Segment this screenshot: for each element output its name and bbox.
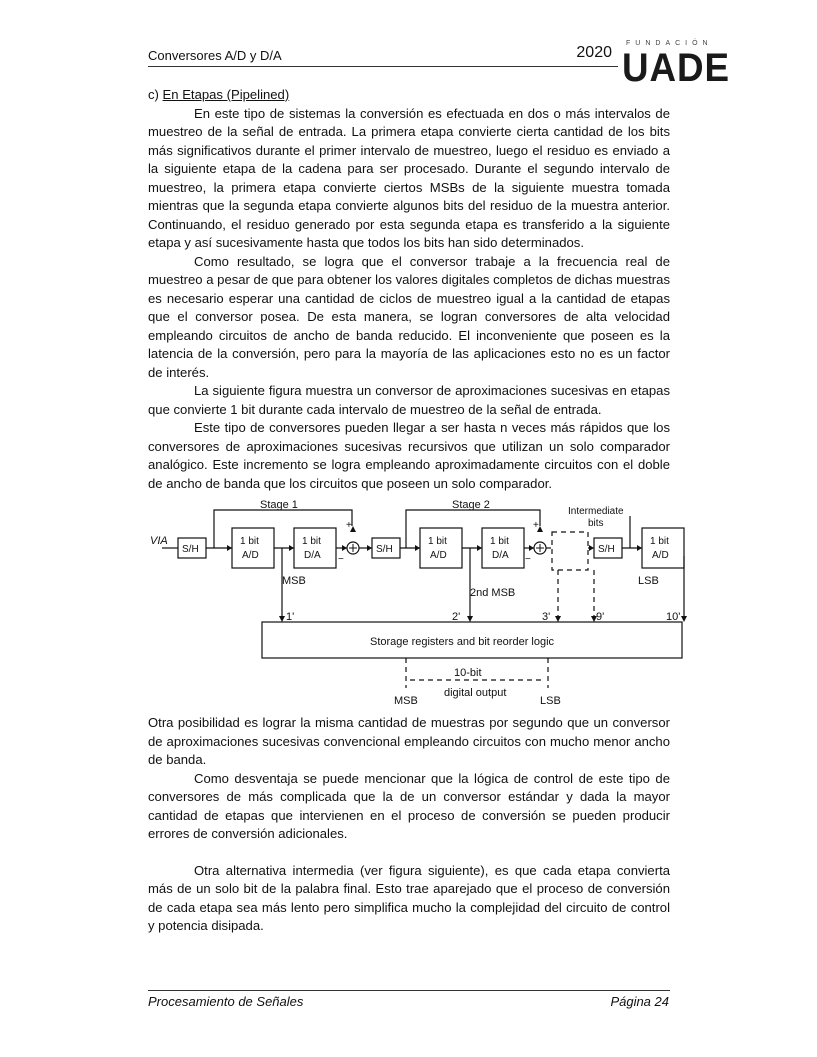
arrowhead [289, 545, 294, 551]
page-header [148, 40, 672, 66]
intermediate-box [552, 532, 588, 570]
footer-page: Página 24 [610, 994, 669, 1009]
logo-wordmark: UADE [622, 46, 730, 90]
arrowhead [555, 616, 561, 622]
arrowhead [529, 545, 534, 551]
da-block-2 [482, 528, 524, 568]
output-msb-label: MSB [394, 695, 418, 707]
ad-label-final-b: A/D [652, 550, 669, 561]
stage1-bracket [214, 510, 352, 526]
tap-1: 1' [286, 611, 295, 623]
body-bottom [148, 714, 670, 936]
paragraph: Otra posibilidad es lograr la misma cantidad de muestras por segundo que un conversor de aproximaciones sucesivas convencional empleando circuitos con mucho menor ancho de banda. [148, 715, 670, 767]
minus-sign: − [338, 554, 344, 565]
body-top [148, 86, 670, 493]
bits-label: bits [588, 518, 604, 529]
paragraph: Como resultado, se logra que el conversor trabaje a la frecuencia real de muestreo a pesar de que para obtener los valores digitales completos de dichas muestras es necesario esperar una cantidad de ciclos de muestreo igual a la cantidad de etapas que el conversor posea. De esta manera, se logran conversores de alta velocidad empleando circuitos de ancho de banda reducido. El inconveniente que poseen es la latencia de la conversión, pero para la mayoría de las aplicaciones esto no es un factor de interés. [148, 253, 670, 380]
lsb-label: LSB [638, 575, 659, 587]
msb-label: MSB [282, 575, 306, 587]
tap-2: 2' [452, 611, 461, 623]
pipelined-adc-diagram [148, 496, 688, 710]
da-label-2b: D/A [492, 550, 509, 561]
da-label-1a: 1 bit [302, 536, 321, 547]
da-block-1 [294, 528, 336, 568]
tap-3: 3' [542, 611, 551, 623]
ad-label-1b: A/D [242, 550, 259, 561]
section-prefix: c) [148, 87, 163, 102]
paragraph-gap [148, 844, 670, 862]
ad-label-final-a: 1 bit [650, 536, 669, 547]
output-label: digital output [444, 687, 507, 699]
diagram-svg [148, 496, 688, 710]
paragraph: La siguiente figura muestra un conversor de aproximaciones sucesivas en etapas que convierte 1 bit durante cada intervalo de muestreo de la señal de entrada. [148, 383, 670, 417]
minus-sign: − [525, 554, 531, 565]
section-title: En Etapas (Pipelined) [162, 87, 290, 102]
paragraph: Como desventaja se puede mencionar que la lógica de control de este tipo de conversores de más complicada que la de un conversor estándar y dada la mayor cantidad de etapas que intervienen en el proceso de conversión se pueden producir errores de conversión adicionales. [148, 770, 670, 841]
ad-label-1a: 1 bit [240, 536, 259, 547]
ad-block-final [642, 528, 684, 568]
footer-rule [148, 990, 670, 991]
plus-sign: + [346, 520, 352, 531]
stage1-label: Stage 1 [260, 499, 298, 511]
stage2-bracket [406, 510, 540, 526]
da-label-1b: D/A [304, 550, 321, 561]
sh-label-1: S/H [182, 544, 199, 555]
ad-label-2a: 1 bit [428, 536, 447, 547]
arrowhead [681, 616, 687, 622]
section-heading [148, 86, 670, 105]
arrowhead [415, 545, 420, 551]
arrowhead [367, 545, 372, 551]
arrowhead [477, 545, 482, 551]
paragraph: En este tipo de sistemas la conversión es efectuada en dos o más intervalos de muestreo de la señal de entrada. La primera etapa convierte cierta cantidad de los bits más significativos durante el primer intervalo de muestreo, luego el residuo es enviado a la siguiente etapa de la cadena para ser procesado. Durante el segundo intervalo de muestreo, la primera etapa convierte ciertos MSBs de la siguiente muestra tomada mientras que la segunda etapa convierte algunos bits del residuo de la muestra anterior. Continuando, el residuo generado por esta segunda etapa es transferido a la siguiente etapa y así sucesivamente hasta que todos los bits han sido determinados. [148, 105, 670, 250]
arrowhead [342, 545, 347, 551]
header-title: Conversores A/D y D/A [148, 48, 282, 63]
footer-course: Procesamiento de Señales [148, 994, 304, 1009]
da-label-2a: 1 bit [490, 536, 509, 547]
sh-label-2: S/H [376, 544, 393, 555]
tap-10: 10' [666, 611, 681, 623]
intermediate-label: Intermediate [568, 506, 624, 517]
paragraph: Este tipo de conversores pueden llegar a ser hasta n veces más rápidos que los conversores de aproximaciones sucesivas recursivos que utilizan un solo comparador analógico. Este incremento se logra empleando aproximadamente circuitos con el doble de ancho de banda que los circuitos que poseen un solo comparador. [148, 420, 670, 491]
output-bits-label: 10-bit [454, 667, 482, 679]
ad-block-1 [232, 528, 274, 568]
logo-subtitle: FUNDACIÓN [626, 40, 713, 47]
arrowhead [467, 616, 473, 622]
arrowhead [589, 545, 594, 551]
input-label: VIA [150, 535, 168, 547]
second-msb-label: 2nd MSB [470, 587, 516, 599]
ad-label-2b: A/D [430, 550, 447, 561]
sh-label-final: S/H [598, 544, 615, 555]
ad-block-2 [420, 528, 462, 568]
arrowhead [227, 545, 232, 551]
paragraph: Otra alternativa intermedia (ver figura siguiente), es que cada etapa convierta más de un solo bit de la palabra final. Esto trae aparejado que el proceso de conversión de cada etapa sea más lento pero simplifica mucho la complejidad del circuito de control y potencia disipada. [148, 862, 670, 933]
output-lsb-label: LSB [540, 695, 561, 707]
tap-9: 9' [596, 611, 605, 623]
arrowhead [279, 616, 285, 622]
header-year: 2020 [576, 44, 612, 61]
plus-sign: + [533, 520, 539, 531]
stage2-label: Stage 2 [452, 499, 490, 511]
uade-logo [622, 40, 730, 90]
header-rule [148, 66, 618, 67]
arrowhead [637, 545, 642, 551]
storage-label: Storage registers and bit reorder logic [370, 636, 555, 648]
